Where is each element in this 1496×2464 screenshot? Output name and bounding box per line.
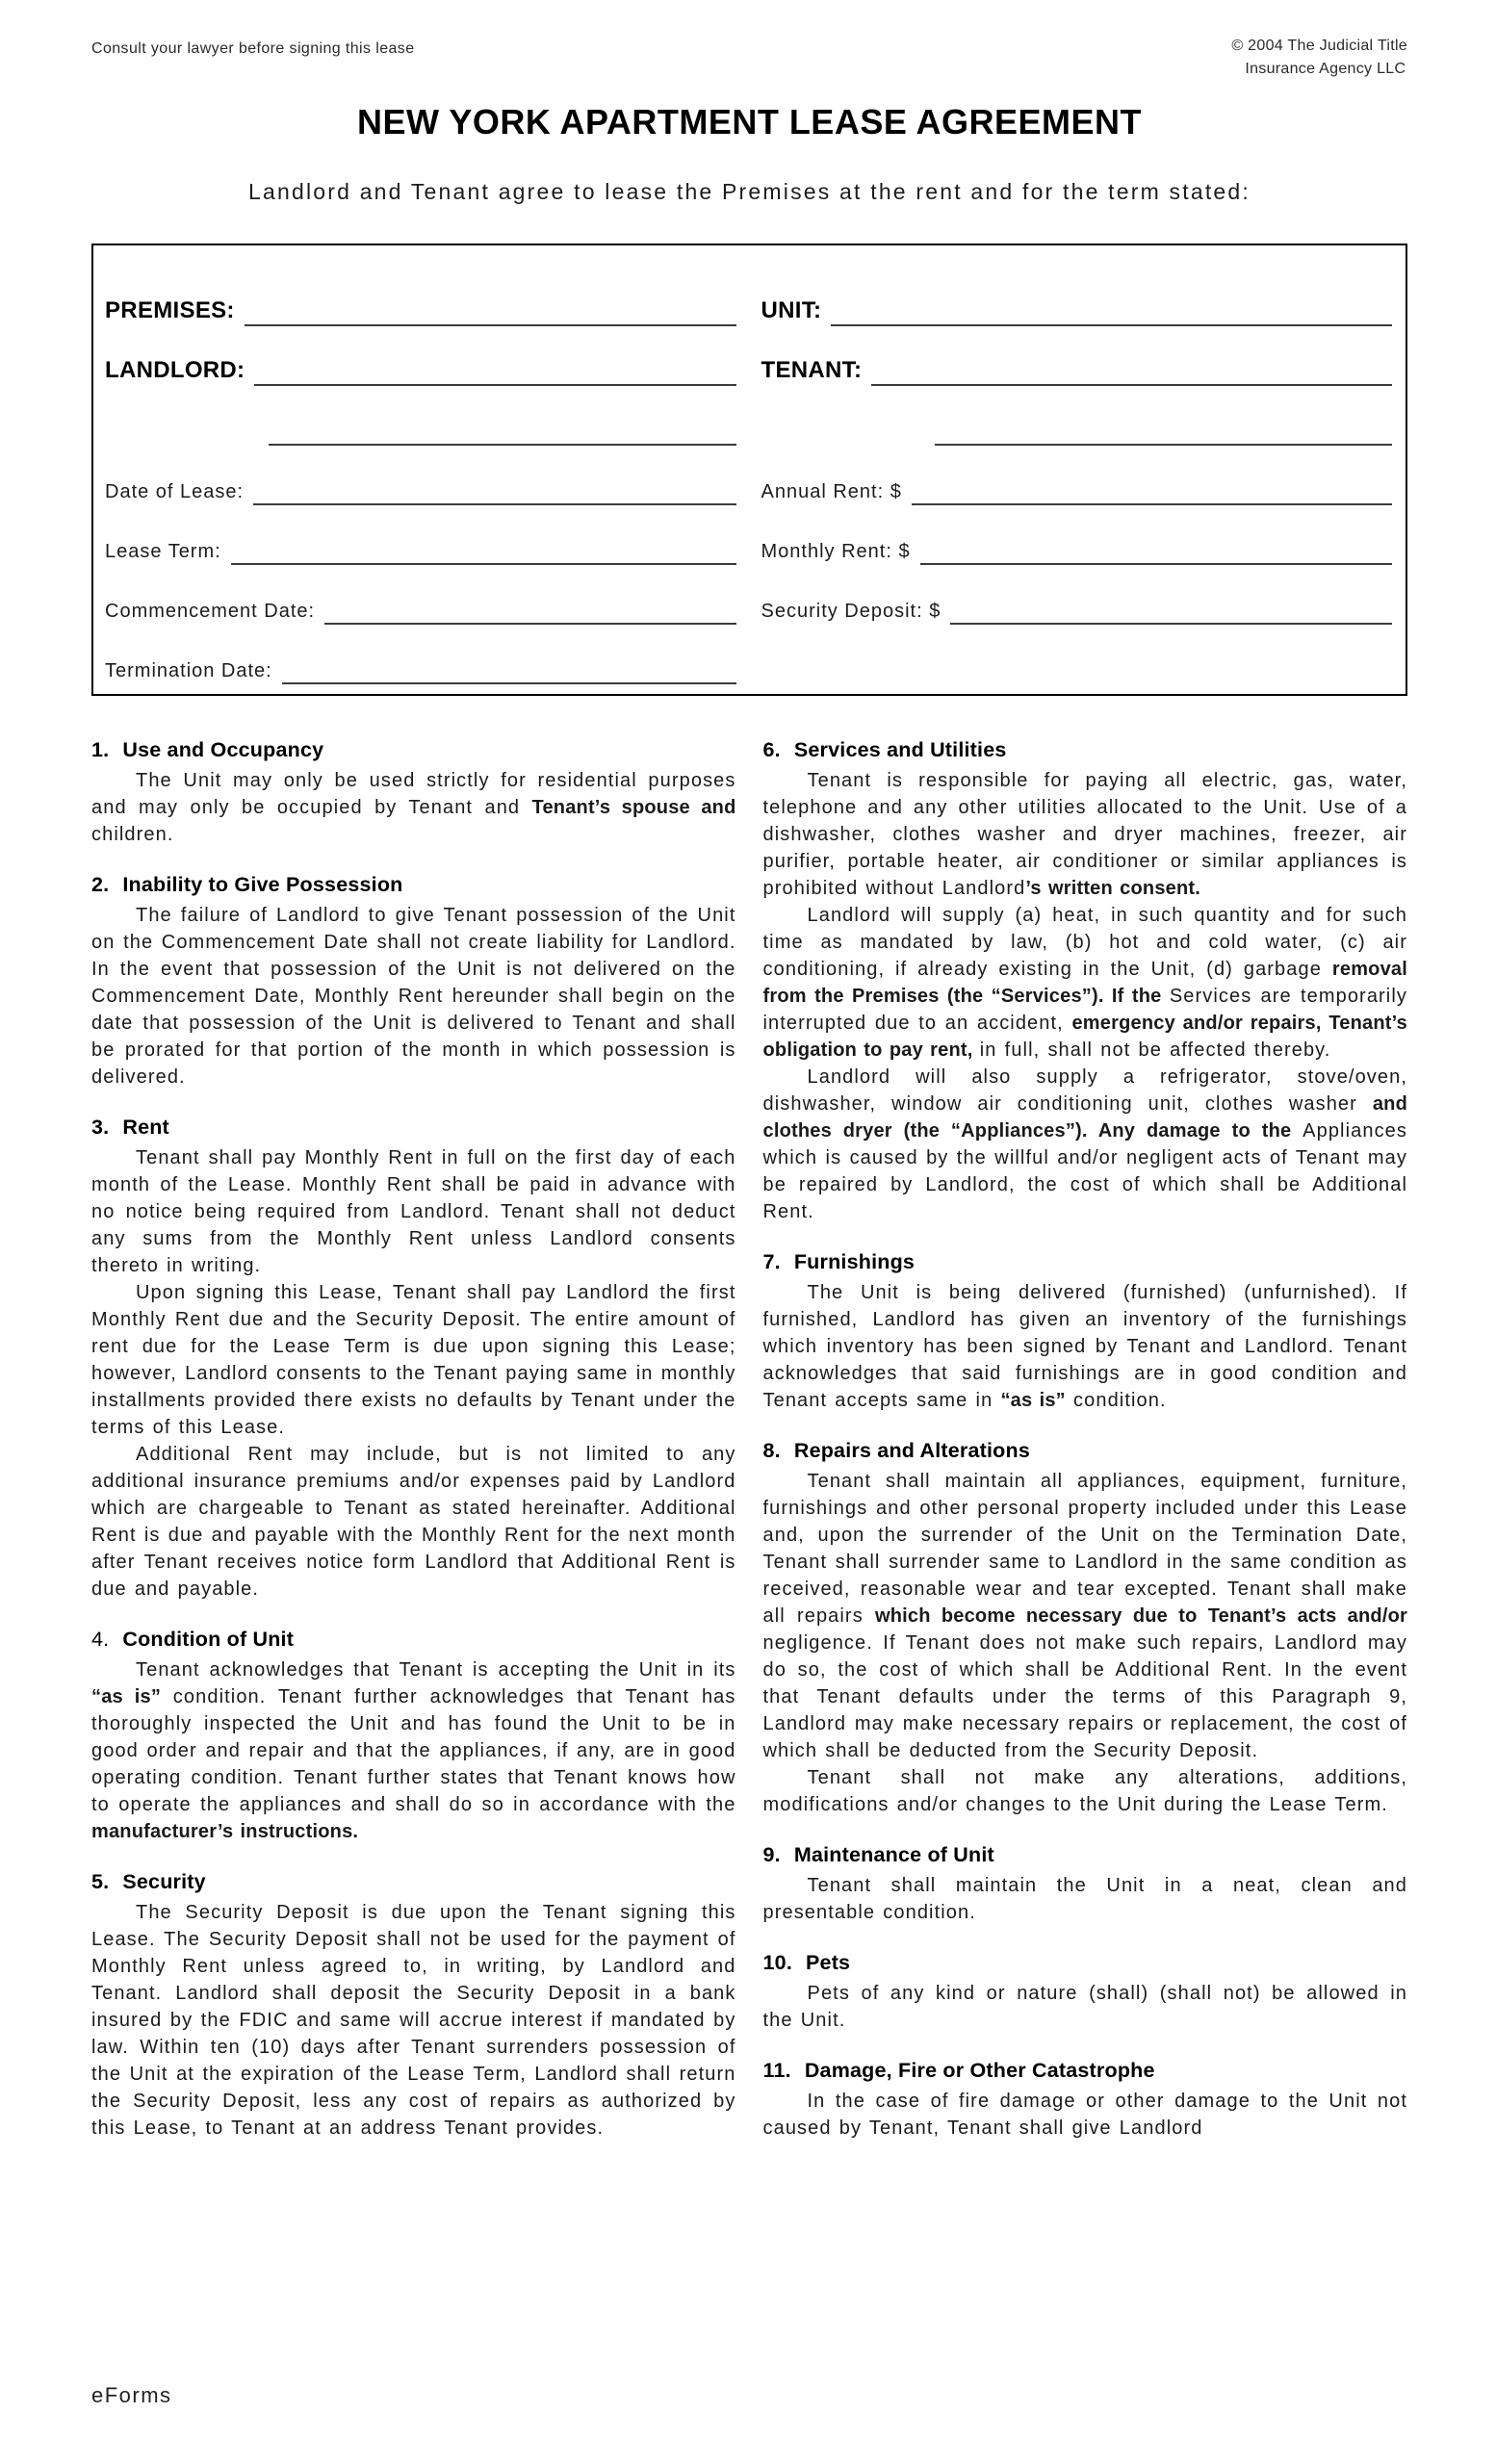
text-segment: Services are temporarily interrupted due to an accident, — [762, 986, 1407, 1034]
section-number: 7. — [762, 1250, 781, 1273]
section-paragraph — [763, 1279, 1408, 1414]
text-segment: children. — [91, 824, 174, 845]
form-field-label: Termination Date: — [105, 660, 272, 681]
section-paragraph — [763, 1764, 1408, 1818]
section-title: Furnishings — [793, 1250, 916, 1273]
section — [763, 1951, 1408, 2034]
form-cell-right — [754, 326, 1393, 386]
column-right — [763, 738, 1408, 2167]
section-heading — [91, 873, 736, 897]
form-cell-left — [105, 446, 754, 505]
section-paragraph — [91, 1279, 736, 1441]
form-field-label: LANDLORD: — [105, 357, 245, 383]
text-segment: Upon signing this Lease, Tenant shall pay Landlord the first Monthly Rent due and the Security Deposit. The entire amount of rent due for the Lease Term is due upon signing this Lease; however, Landlord consents to the Tenant paying same in monthly installments provided there exists no defaults by Tenant under the terms of this Lease. — [91, 1282, 736, 1438]
section — [763, 2059, 1408, 2142]
section — [91, 1628, 736, 1845]
text-segment: emergency and/or repairs, Tenant’s obligation to pay rent, — [762, 1013, 1407, 1061]
section-heading — [763, 1843, 1408, 1867]
section-number: 9. — [762, 1843, 781, 1866]
section-title: Security — [122, 1870, 206, 1893]
text-segment: Tenant’s spouse and — [531, 797, 736, 818]
section-heading — [763, 738, 1408, 762]
section-paragraph — [763, 1468, 1408, 1764]
section-number: 5. — [91, 1870, 110, 1893]
section — [763, 738, 1408, 1225]
page-header — [91, 35, 1407, 81]
section-number: 10. — [762, 1951, 792, 1974]
text-segment: condition. — [1065, 1390, 1167, 1411]
section — [91, 1116, 736, 1603]
form-field-label: UNIT: — [761, 297, 822, 323]
form-cell-right — [754, 267, 1393, 326]
section-title: Condition of Unit — [122, 1628, 295, 1651]
text-segment: Tenant shall pay Monthly Rent in full on the first day of each month of the Lease. Monthly Rent shall be paid in advance with no notice being required from Landlord. Tenant shall not deduct any sums from the Monthly Rent unless Landlord consents thereto in writing. — [91, 1147, 736, 1276]
section — [91, 1870, 736, 2142]
section-title: Inability to Give Possession — [122, 873, 403, 896]
form-field-label: Annual Rent: $ — [761, 481, 902, 502]
form-fill-line — [282, 682, 736, 684]
intro-line: Landlord and Tenant agree to lease the Premises at the rent and for the term stated: — [247, 179, 1251, 204]
section-paragraph — [91, 1441, 736, 1603]
section-heading — [763, 1951, 1408, 1975]
section-paragraph — [763, 2088, 1408, 2142]
section-heading — [91, 1116, 736, 1140]
form-cell-left — [105, 565, 754, 625]
section-heading — [91, 738, 736, 762]
section-heading — [763, 1439, 1408, 1463]
section-paragraph — [763, 902, 1408, 1064]
section-paragraph — [91, 767, 736, 848]
section-title: Services and Utilities — [793, 738, 1007, 761]
section-title: Rent — [122, 1116, 169, 1139]
section-number: 2. — [91, 873, 110, 896]
section-heading — [763, 1250, 1408, 1274]
section-number: 6. — [762, 738, 781, 761]
form-row — [105, 267, 1392, 326]
text-segment: The Unit may only be used strictly for residential purposes and may only be occupied by Tenant and — [91, 770, 736, 818]
copyright-notice — [1231, 35, 1407, 81]
form-field-label: PREMISES: — [105, 297, 235, 323]
form-cell-left — [105, 505, 754, 565]
text-segment: Landlord will also supply a refrigerator, stove/oven, dishwasher, window air conditioning unit, clothes washer — [762, 1066, 1407, 1115]
text-segment: Tenant acknowledges that Tenant is accepting the Unit in its — [136, 1659, 736, 1681]
form-cell-left — [105, 625, 754, 684]
text-segment: negligence. If Tenant does not make such repairs, Landlord may do so, the cost of which shall be Additional Rent. In the event that Tenant defaults under the terms of this Paragraph 9, Landlord may make necessary repairs or replacement, the cost of which shall be deducted from the Security Deposit. — [762, 1632, 1407, 1761]
form-field-label: Commencement Date: — [105, 601, 316, 622]
lawyer-disclaimer: Consult your lawyer before signing this lease — [91, 40, 415, 57]
section-paragraph — [91, 1656, 736, 1845]
text-segment: Tenant shall maintain all appliances, equipment, furniture, furnishings and other personal property included under this Lease and, upon the surrender of the Unit on the Termination Date, Tenant shall surrender same to Landlord in the same condition as received, reasonable wear and tear excepted. Tenant shall make all repairs — [762, 1471, 1407, 1627]
section-paragraph — [91, 902, 736, 1091]
form-field-label: Monthly Rent: $ — [761, 541, 911, 562]
section-heading — [763, 2059, 1408, 2083]
text-segment: In the case of fire damage or other damage to the Unit not caused by Tenant, Tenant shall give Landlord — [762, 2091, 1407, 2139]
copyright-line-2: Insurance Agency LLC — [1245, 61, 1406, 77]
copyright-line-1: © 2004 The Judicial Title — [1231, 38, 1407, 54]
form-cell-left — [105, 267, 754, 326]
form-cell-right — [754, 386, 1393, 446]
form-cell-right — [754, 565, 1393, 625]
section-heading — [91, 1870, 736, 1894]
text-segment: and clothes dryer (the “Appliances”). Any damage to the — [762, 1093, 1407, 1142]
section-number: 3. — [91, 1116, 110, 1139]
form-row — [105, 505, 1392, 565]
form-field-label: Security Deposit: $ — [761, 601, 941, 622]
section-paragraph — [91, 1144, 736, 1279]
form-row — [105, 446, 1392, 505]
form-box-rows — [105, 267, 1392, 684]
text-segment: Additional Rent may include, but is not limited to any additional insurance premiums and/or expenses paid by Landlord which are chargeable to Tenant as stated hereinafter. Additional Rent is due and payable with the Monthly Rent for the next month after Tenant receives notice form Landlord that Additional Rent is due and payable. — [91, 1444, 736, 1600]
form-row — [105, 326, 1392, 386]
form-row — [105, 625, 1392, 684]
section-number: 11. — [762, 2059, 791, 2082]
section-title: Use and Occupancy — [122, 738, 324, 761]
text-segment: in full, shall not be affected thereby. — [979, 1040, 1331, 1061]
form-cell-right — [754, 505, 1393, 565]
section-number: 1. — [91, 738, 110, 761]
text-segment: Appliances which is caused by the willful and/or negligent acts of Tenant may be repaired by Landlord, the cost of which shall be Additional Rent. — [762, 1120, 1407, 1222]
section-number: 8. — [762, 1439, 781, 1462]
section — [763, 1843, 1408, 1926]
text-segment: The failure of Landlord to give Tenant possession of the Unit on the Commencement Date shall not create liability for Landlord. In the event that possession of the Unit is not delivered on the Commencement Date, Monthly Rent hereunder shall begin on the date that possession of the Unit is delivered to Tenant and shall be prorated for that portion of the month in which possession is delivered. — [91, 905, 736, 1088]
text-segment: “as is” — [91, 1686, 162, 1707]
section-title: Pets — [806, 1951, 851, 1974]
form-cell-left — [105, 386, 754, 446]
text-segment: Tenant shall maintain the Unit in a neat, clean and presentable condition. — [762, 1875, 1407, 1923]
form-cell-right — [754, 446, 1393, 505]
text-segment: The Unit is being delivered (furnished) (unfurnished). If furnished, Landlord has given an inventory of the furnishings which inventory has been signed by Tenant and Landlord. Tenant acknowledges that said furnishings are in good condition and Tenant accepts same in — [762, 1282, 1407, 1411]
section-heading — [91, 1628, 736, 1652]
section — [763, 1439, 1408, 1818]
text-segment: “as is” — [1000, 1390, 1066, 1411]
text-segment: Tenant is responsible for paying all electric, gas, water, telephone and any other utilities allocated to the Unit. Use of a dishwasher, clothes washer and dryer machines, freezer, air purifier, portable heater, air conditioner or similar appliances is prohibited without Landlord — [762, 770, 1407, 899]
text-segment: Tenant shall not make any alterations, additions, modifications and/or changes to the Unit during the Lease Term. — [762, 1767, 1407, 1815]
section-paragraph — [91, 1899, 736, 2142]
text-segment: The Security Deposit is due upon the Tenant signing this Lease. The Security Deposit shall not be used for the payment of Monthly Rent unless agreed to, in writing, by Landlord and Tenant. Landlord shall deposit the Security Deposit in a bank insured by the FDIC and same will accrue interest if mandated by law. Within ten (10) days after Tenant surrenders possession of the Unit at the expiration of the Lease Term, Landlord shall return the Security Deposit, less any cost of repairs as authorized by this Lease, to Tenant at an address Tenant provides. — [91, 1902, 736, 2139]
eforms-brand: eForms — [91, 2383, 172, 2407]
form-field-label: Lease Term: — [105, 541, 221, 562]
column-left — [91, 738, 736, 2167]
form-box — [91, 244, 1407, 696]
section — [91, 738, 736, 848]
text-segment: Pets of any kind or nature (shall) (shall not) be allowed in the Unit. — [762, 1983, 1407, 2031]
section — [763, 1250, 1408, 1414]
text-segment: ’s written consent. — [1025, 878, 1201, 899]
page-title: NEW YORK APARTMENT LEASE AGREEMENT — [356, 102, 1143, 141]
form-field-label: Date of Lease: — [105, 481, 245, 502]
section-title: Repairs and Alterations — [793, 1439, 1030, 1462]
text-segment: manufacturer’s instructions. — [91, 1821, 359, 1842]
section-paragraph — [763, 1064, 1408, 1225]
section-paragraph — [763, 1872, 1408, 1926]
section — [91, 873, 736, 1091]
section-paragraph — [763, 1980, 1408, 2034]
form-row — [105, 565, 1392, 625]
text-segment: removal from the Premises (the “Services”). If the — [762, 959, 1407, 1007]
section-number: 4. — [91, 1628, 110, 1651]
form-field-label: TENANT: — [761, 357, 863, 383]
text-segment: condition. Tenant further acknowledges that Tenant has thoroughly inspected the Unit and has found the Unit to be in good order and repair and that the appliances, if any, are in good operating condition. Tenant further states that Tenant knows how to operate the appliances and shall do so in accordance with the — [91, 1686, 736, 1815]
section-title: Maintenance of Unit — [793, 1843, 994, 1866]
text-segment: Landlord will supply (a) heat, in such quantity and for such time as mandated by law, (b) hot and cold water, (c) air conditioning, if already existing in the Unit, (d) garbage — [762, 905, 1407, 980]
form-cell-right — [754, 625, 1393, 684]
body-columns — [91, 738, 1407, 2167]
section-paragraph — [763, 767, 1408, 902]
text-segment: which become necessary due to Tenant’s acts and/or — [874, 1605, 1407, 1627]
form-cell-left — [105, 326, 754, 386]
form-row — [105, 386, 1392, 446]
section-title: Damage, Fire or Other Catastrophe — [804, 2059, 1155, 2082]
